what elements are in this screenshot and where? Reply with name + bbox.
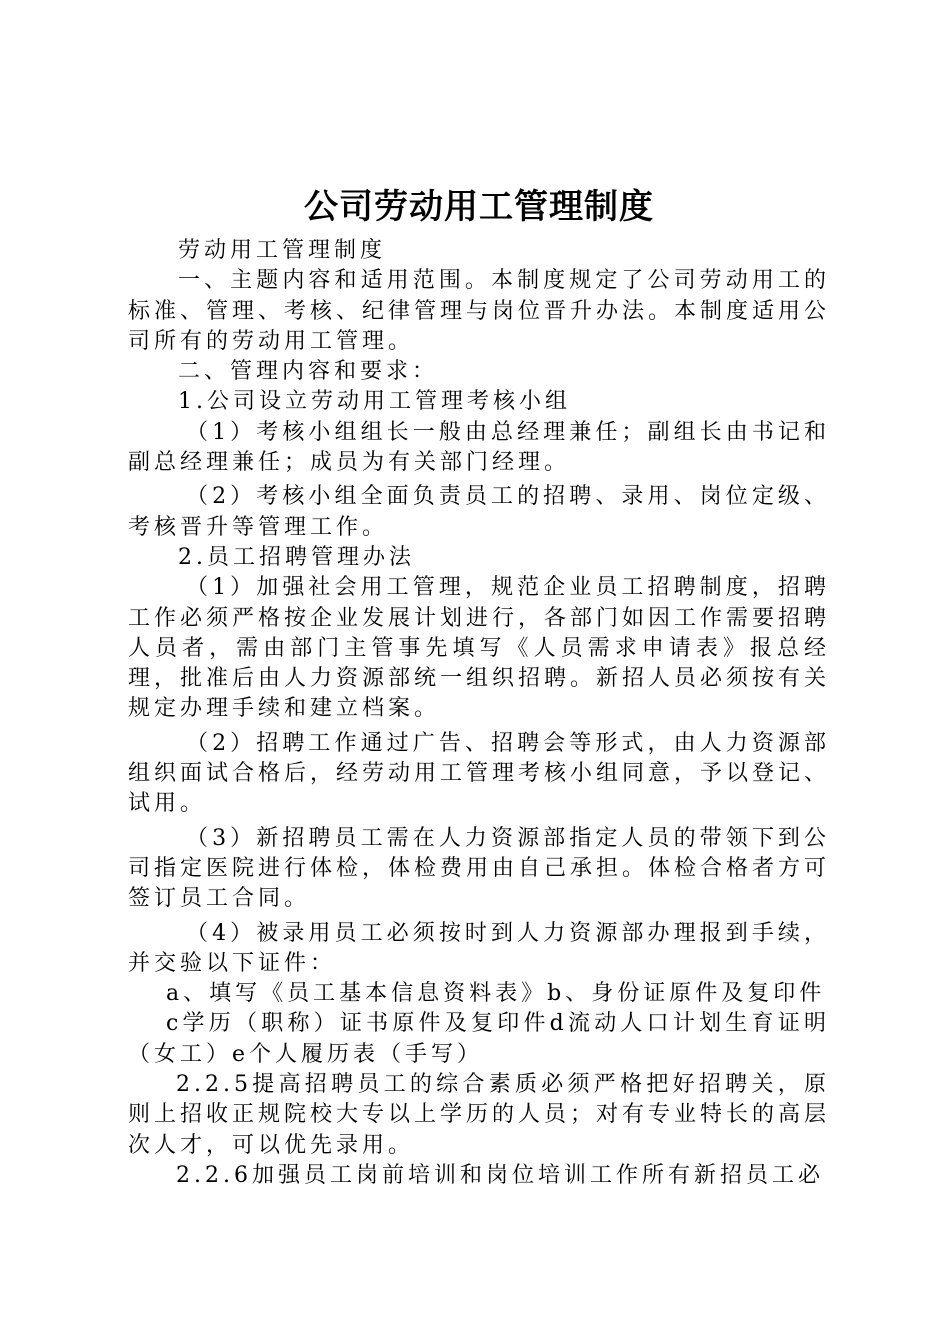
document-page	[128, 180, 830, 1191]
paragraph-item-2-2-5: 2.2.5提高招聘员工的综合素质必须严格把好招聘关，原则上招收正规院校大专以上学历的人员；对有专业特长的高层次人才，可以优先录用。	[128, 1072, 831, 1158]
paragraph-item-2-3: （3）新招聘员工需在人力资源部指定人员的带领下到公司指定医院进行体检，体检费用由自己承担。体检合格者方可签订员工合同。	[128, 825, 831, 912]
paragraph-item-2-2: （2）招聘工作通过广告、招聘会等形式，由人力资源部组织面试合格后，经劳动用工管理考核小组同意，予以登记、试用。	[128, 730, 831, 817]
paragraph-item-2-1: （1）加强社会用工管理，规范企业员工招聘制度，招聘工作必须严格按企业发展计划进行，各部门如因工作需要招聘人员者，需由部门主管事先填写《人员需求申请表》报总经理，批准后由人力资源部统一组织招聘。新招人员必须按有关规定办理手续和建立档案。	[128, 575, 831, 722]
paragraph-subtitle: 劳动用工管理制度	[178, 238, 387, 263]
paragraph-item-1: 1.公司设立劳动用工管理考核小组	[178, 389, 571, 415]
paragraph-documents-a-b: a、填写《员工基本信息资料表》b、身份证原件及复印件	[166, 981, 826, 1007]
paragraph-item-1-2: （2）考核小组全面负责员工的招聘、录用、岗位定级、考核晋升等管理工作。	[128, 484, 830, 540]
paragraph-item-1-1: （1）考核小组组长一般由总经理兼任；副组长由书记和副总经理兼任；成员为有关部门经理。	[128, 419, 830, 476]
document-title: 公司劳动用工管理制度	[304, 187, 654, 227]
paragraph-documents-c-e: c学历（职称）证书原件及复印件d流动人口计划生育证明（女工）e个人履历表（手写）	[128, 1011, 830, 1067]
paragraph-scope: 一、主题内容和适用范围。本制度规定了公司劳动用工的标准、管理、考核、纪律管理与岗位晋升办法。本制度适用公司所有的劳动用工管理。	[128, 268, 831, 354]
paragraph-section-two: 二、管理内容和要求：	[178, 359, 439, 385]
paragraph-item-2-4: （4）被录用员工必须按时到人力资源部办理报到手续，并交验以下证件：	[128, 920, 830, 976]
paragraph-item-2-2-6: 2.2.6加强员工岗前培训和岗位培训工作所有新招员工必	[176, 1162, 824, 1188]
paragraph-item-2: 2.员工招聘管理办法	[178, 544, 415, 570]
